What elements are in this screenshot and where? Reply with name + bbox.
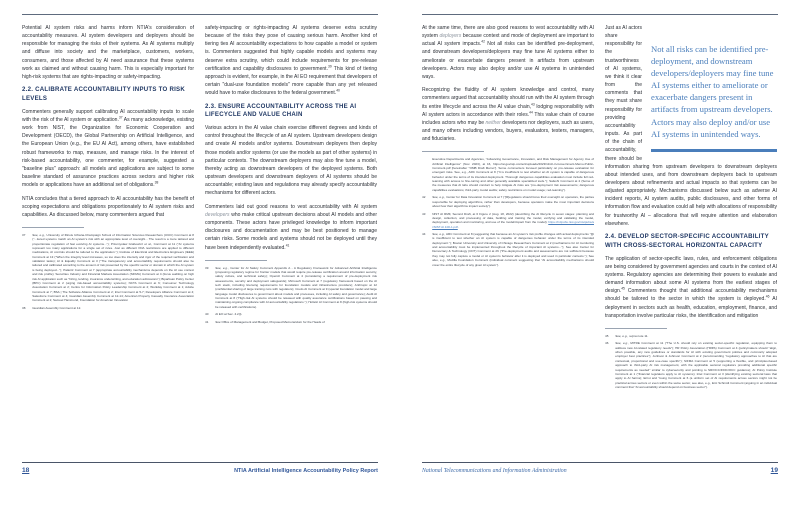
footnote-body: Executive Departments and Agencies, "Advancing Governance, Innovation, and Risk Management for Agency Use of Artificial Intelligence" (Nov. 2023), at 16,	[432, 157, 594, 166]
paragraph-text: At the same time, there are also good reasons to vest accountability with AI system	[422, 25, 594, 40]
emphasis-deployers: deployers	[439, 33, 462, 40]
footnote-37	[22, 233, 194, 303]
paragraph	[205, 203, 377, 252]
footnote-body: NIST AI RMF, Second Draft, at 6 Figure 2 (Aug. 18, 2022) (describing the AI lifecycle in seven stages: planning and design, collection, and processing of data, building and training the model, verifying and validating the model, deployment, operation and monitoring, and use of the model/impact from the model);	[432, 211, 594, 225]
heading-2-4: 2.4. DEVELOP SECTOR-SPECIFIC ACCOUNTABILITY WITH CROSS-SECTORAL HORIZONTAL CAPACITY	[605, 233, 769, 249]
footnote-body: note 11.	[636, 333, 649, 338]
paragraph-text: who make critical upstream decisions about AI models and other components. These actors have privileged knowledge to inform important disclosures and documentation and may be best positioned to manage certain risks. Some models and systems should not be deployed until they have been independently evaluated.	[205, 211, 377, 251]
footnote-separator-rule	[422, 151, 484, 152]
footnote-39	[205, 266, 377, 309]
paragraph-text: This kind of tiering approach is evident, for example, in the AI EO requirement that developers of certain "dual-use foundation models" more capable than any yet released would have to make disclosures to the federal government.	[205, 65, 377, 97]
paragraph-text: As many acknowledge, existing work from NIST, the Organization for Economic Cooperation and Development (OECD), the Global Partnership on Artificial Intelligence, and the European Union (e.g., the EU AI Act), among others, have established robust frameworks to map, measure, and manage risks. In the interest of risk-based accountability, one commenter, for example, suggested a "baseline plus" approach: all models and applications are subject to some baseline standard of assurance practices across sectors and higher risk models or applications have an additional set of obligations.	[22, 117, 194, 189]
footnote-link[interactable]: https://ai.gov/wp-content/uploads/2023/11/AI-in-Government-Memo-Public-Comment.pdf	[432, 161, 594, 171]
footnote-body: MITRE Comment at 11 ("The U.S. should rely on existing sector-specific regulation, equipping them to address new AI-related regulatory needs"); HR Policy Association (HRPA) Comment at 4 (policymakers should "align, when possible, any new guidelines or standards for AI with existing government policies and commonly adopted employer best practices"); Jonhson & Johnson Comment at 2 (recommending "regulatory approaches to AI that are contextual, proportional and use-case specific"); SIFMA Comment at 5 (supporting a flexible, and principles-based approach to third-party AI risk management, with the applicable sectoral regulators providing additional specific requirements as needed" similar to cybersecurity and pointing to SR/OCC/FDIC/OCC guidance); AI Policy Institute Comment at 1 ("financial regulators apply to AI systems); Intel Comment at 3 (identifying existing sectoral laws that apply to AI harms); Ernst and Young Comment at 6 (a uniform set of AI requirements across sectors might not be practical across sectors or even within the same sector, see also, e.g., Eric Schmidt Comment (arguing in an individual comment that "AI accountability should depend on business sector").	[615, 341, 777, 389]
page-right-footer	[422, 462, 778, 474]
footnote-46	[605, 341, 777, 389]
footnote-number: 37	[22, 233, 26, 238]
footnote-number: 46	[605, 341, 609, 346]
footnote-ref[interactable]: 41	[285, 242, 290, 247]
footnote-text	[215, 320, 377, 324]
footnote-continuation	[432, 157, 594, 192]
running-head: National Telecommunications and Information Administration	[422, 468, 567, 474]
footnote-signal: See, e.g.,	[32, 233, 46, 238]
footnote-block-left-1	[22, 227, 194, 310]
paragraph-text: Commenters laid out good reasons to vest accountability with AI system	[205, 203, 377, 210]
pull-quote-text: Not all risks can be identified pre-deployment, and downstream developers/deployers may fine tune AI systems either to ameliorate or exacerbate dangers present in artifacts from upstream developers. Actors may also deploy and/or use AI systems in unintended ways.	[651, 44, 774, 139]
right-page-column-1	[422, 24, 594, 392]
footer-row	[22, 467, 378, 474]
paragraph-text: because context and mode of deployment are important to actual AI system impacts.	[422, 33, 594, 48]
footnote-text	[432, 212, 594, 229]
footnote-body: Office of Management and Budget, Proposed Memorandum for the Heads of	[220, 319, 325, 324]
paragraph-text: Recognizing the fluidity of AI system knowledge and control, many commenters argued that accountability should run with the AI system through its entire lifecycle and across the AI value chain,	[422, 87, 594, 110]
paragraph	[205, 24, 377, 97]
footer-rule	[22, 462, 378, 463]
footnote-text	[432, 195, 594, 208]
pull-quote	[651, 43, 777, 152]
footnote-45	[605, 334, 777, 338]
paragraph	[422, 86, 594, 143]
footnote-ref[interactable]: 46	[765, 294, 770, 299]
footnote-body: ARC Comment at 8 (suggesting that because an AI system's risk profile changes with actual deployments "[i]t is insufficient to test whether an AI system is capable of dangerous behavior under the terms of its intended deployment."); Boston University and University of Chicago Researchers Comment at 2 (mechanisms for AI monitoring and accountability must be implemented throughout the lifecycle of important AI systems..."); See also Center for Democracy & Technology (CDT) Comment at 26 ("Pre-deployment audits and assessments are not sufficient because they may not fully capture a model or AI system's behavior after it is deployed and used in particular contexts."); See also, e.g., Mozilla Foundation Comment (individual comment suggesting that "AI accountability mechanisms should cover the entire lifecycle of any given AI system").	[432, 232, 594, 267]
footnote-text	[615, 334, 777, 338]
page-number: 18	[22, 467, 30, 474]
page-number: 19	[770, 467, 778, 474]
paragraph	[422, 24, 594, 81]
paragraph-text: safety-impacting or rights-impacting AI systems deserve extra scrutiny because of the risks they pose of causing serious harm. Another kind of tiering ties AI accountability expectations to how capable a model or system is. Commenters suggested that highly capable models and systems may deserve extra scrutiny, which could include requirements for pre-release certification and capability disclosures to government.	[205, 25, 377, 72]
footnote-block-right-1	[422, 151, 594, 266]
pull-quote-rule	[651, 149, 777, 152]
emphasis-neither: neither	[485, 119, 501, 126]
footnote-44	[422, 232, 594, 267]
footnote-text	[215, 266, 377, 309]
footnote-body: .	[457, 224, 459, 229]
footnote-separator-rule	[605, 328, 667, 329]
page-top-rule	[22, 14, 378, 15]
footnote-ref[interactable]: 45	[621, 286, 625, 291]
paragraph-text: Not all risks can be identified pre-deployment, and downstream developers/deployers may fine tune AI systems either to ameliorate or exacerbate dangers present in artifacts from upstream developers. Actors may also deploy and/or use AI systems in unintended ways.	[422, 41, 594, 80]
paragraph-text: AI deployment in sectors such as health, education, employment, finance, and transportation involve particular risks, the identification and mitigation	[605, 296, 777, 319]
footnote-number: 39	[205, 265, 209, 270]
footnote-body: Center for Data Innovation Comment at 7 ("[R]egulators should focus their oversight on operators, the parties responsible for deploying algorithms, rather than developers, because operators make the most important decisions about how their algorithms impact society").	[432, 195, 594, 208]
footnote-text	[432, 232, 594, 267]
running-head: NTIA Artificial Intelligence Accountability Policy Report	[234, 468, 378, 474]
left-page-column-2	[205, 24, 377, 327]
page-right	[400, 0, 800, 518]
footnote-number: 45	[605, 333, 609, 338]
footnote-ref[interactable]: 39	[327, 64, 332, 69]
footnote-text: Guardian Assembly Comment at 12.	[32, 305, 82, 310]
footnote-ref[interactable]: 43	[531, 101, 535, 106]
footnote-body: [hereinafter "OMB Draft Memo"]. Some commenters focused particularly on pre-release evaluation for emergent risks.	[432, 166, 594, 175]
paragraph: Potential AI system risks and harms inform NTIA's consideration of accountability measures. AI system developers and deployers should be responsible for managing the risks of their systems. As AI systems multiply and diffuse into society and the marketplace, customers, workers, consumers, and those affected by AI need assurance that these systems work as claimed and without causing harm. This is especially important for high-risk systems that are rights-impacting or safety-impacting.	[22, 25, 194, 80]
emphasis-developers: developers	[205, 211, 230, 218]
page-left-columns	[22, 24, 378, 327]
footnote-signal: See, e.g.	[454, 170, 467, 175]
paragraph-text: developers nor deployers, such as users, and many others including vendors, buyers, evaluators, testers, managers, and fiduciaries.	[422, 119, 594, 143]
footnote-38	[22, 306, 194, 310]
footnote-body: Center for AI Safety Comment Appendix A - A Regulatory Framework for Advanced Artificial Intelligence (proposing regulatory regime for frontier models that would require pre-release certification around information security, safety culture, and technical safety); OpenAI Comment at 4 (considering a requirement of pre-deployment risk assessments, security and deployment safeguards); Microsoft Comment at 7 (regulatory framework based on the AI tech stack, including licensing requirements for foundation models and infrastructure providers); Anthropic at 12 (confidential sharing of large training runs with regulators); Credo AI Comment at 9 (special foundation model and large language model disclosures to government about models and processes, including AI safety and governance); Audit AI Comment at 8 ("High-risk AI systems should be released with quality assurance certifications based on passing and maintaining ongoing compliance with AI accountability regulations."); Holistic AI Comment at 8 (high-risk systems should be released with certifications).	[215, 265, 377, 309]
footnote-signal: See, e.g., supra	[615, 333, 637, 338]
paragraph-text: This value chain of course includes actors who may be	[422, 111, 594, 126]
footnote-text: AI EO at Sec. 4.2(i).	[215, 312, 243, 317]
footnote-number: 40	[205, 312, 209, 317]
page-right-columns	[422, 24, 778, 392]
footnote-signal: See	[215, 319, 221, 324]
footnote-43	[422, 212, 594, 229]
footnote-separator-rule	[205, 260, 267, 261]
footer-rule	[422, 462, 778, 463]
paragraph: Just as AI actors share responsibility for the trustworthiness of AI systems, we think it clear from the comments that they must share responsibility for providing accountability inputs. As part of the chain of accountability, there should be information sharing from upstream developers to downstream deployers about intended uses, and from downstream deployers back to upstream developers about refinements and actual impacts so that systems can be adjusted appropriately. Mechanisms discussed below such as adverse AI incident reports, AI system audits, public disclosures, and other forms of information flow and evaluation could all help with allocations of responsibility for trustworthy AI – allocations that will require attention and elaboration elsewhere.	[605, 25, 777, 227]
footnote-number: 41	[205, 319, 209, 324]
footnote-ref[interactable]: 38	[154, 180, 159, 185]
paragraph-text: lodging responsibility with AI system actors in accordance with their roles.	[422, 103, 594, 118]
footnote-signal: See, e.g.,	[432, 195, 446, 200]
footnote-signal: See, e.g.,	[432, 232, 446, 237]
footnote-ref[interactable]: 37	[118, 115, 123, 120]
paragraph	[22, 108, 194, 190]
right-page-column-2	[605, 24, 777, 392]
paragraph: NTIA concludes that a tiered approach to AI accountability has the benefit of scoping expectations and obligations proportionately to AI system risks and capabilities. As discussed below, many commenters argued that	[22, 195, 194, 218]
footnote-ref[interactable]: 40	[336, 88, 340, 93]
footnote-41	[205, 320, 377, 324]
paragraph-text: Commenters thought that additional accountability mechanisms should be tailored to the sector in which the system is deployed.	[605, 288, 777, 303]
footnote-body: , ARC Comment at 8 ("It is insufficient to test whether an AI system is capable of dangerous behavior under the terms of its intended deployment. Thorough dangerous capabilities evaluation must include full red-teaming with access to fine-tuning and other generally available specialized tools."); SaferAI Comment at 2 (Some of the measures that AI labs should conduct to help mitigate AI risks are "pre-deployment risk assessments; dangerous capabilities evaluations; third-party model audits; safety restrictions on model usage; red-teaming").	[432, 170, 594, 192]
heading-2-2: 2.2. CALIBRATE ACCOUNTABILITY INPUTS TO RISK LEVELS	[22, 86, 186, 102]
page-left-footer	[22, 462, 378, 474]
footnote-separator-rule	[22, 227, 84, 228]
paragraph-text: Commenters generally support calibrating AI accountability inputs to scale with the risk of the AI system or application.	[22, 108, 194, 124]
footnote-number: 38	[22, 305, 26, 310]
footnote-number: 42	[422, 195, 426, 200]
paragraph	[605, 255, 777, 320]
footnote-42	[422, 195, 594, 208]
footnote-number: 43	[422, 211, 426, 216]
footnote-number: 44	[422, 232, 426, 237]
footnote-ref[interactable]: 42	[481, 39, 485, 44]
footnote-body: University of Illinois Urbana-Champaign School of Information Sciences Researchers (UIUC) Comment at 8 ("...tiered systems match an AI system's risk with an appropriate level of oversight... The result is a more tailored and proportionate regulation of fast evolving AI systems..."); Przemyslaw Grabowicz et al., Comment at 11 ("AI systems represent too many applications for a single set of rules. Just as different FDA restrictions are applied to different medications, AI controls should be tailored to the application."); Institute of Electrical and Electronics Engineers (IEEE) Comment at 13 ("When the integrity level increases, so too does the intensity and rigor of the required verification and validation tasks); AI & Equality Comment at 3 ("The transparency and accountability requirements should also be tailored and calibrated according to the amount of risk presented by the specific sector or domain in which the AI system is being deployed..."); Palantir Comment at 7 (appropriate accountability mechanisms depends on the AI use context and risk profile); Securities Industry and Financial Markets Association (SIFMA) Comment at 4 (focus auditing on high risk AI application such as "hiring, lending, insurance underwriting, and education admissions"); Bipartisan Policy Center (BPC) Comment at 2 (urging risk-based accountability systems); NCTA Comment at 6; Consumer Technology Association Comment at 2; Centre for Information Policy Leadership Comment at 4; Workday Comment at 1; Adobe Comment at 7; BSA | The Software Alliance Comment at 2; Intel Comment at 5-7; Developers Alliance Comment at 4; Salesforce Comment at 4; Guardian Assembly Comment at 12-14; American Property Casualty Insurance Association Comment at 2; Samuel Hammond, Foundation for American Innovation	[32, 233, 195, 303]
footnote-ref[interactable]: 44	[529, 110, 533, 115]
paragraph-text: The application of sector-specific laws, rules, and enforcement obligations are being considered by government agencies and courts in the context of AI systems. Regulatory agencies are determining their powers to evaluate and demand information about some AI systems from the earliest stages of design.	[605, 255, 777, 295]
heading-2-3: 2.3. ENSURE ACCOUNTABILITY ACROSS THE AI LIFECYCLE AND VALUE CHAIN	[205, 102, 357, 119]
footnote-text	[32, 233, 194, 303]
footnote-block-right-2	[605, 328, 777, 389]
footer-row	[422, 467, 778, 474]
footnote-40	[205, 312, 377, 316]
footnote-block-left-2	[205, 260, 377, 325]
footnote-signal: See, e.g.,	[615, 341, 629, 346]
page-top-rule	[422, 14, 778, 15]
footnote-signal: See, e.g.,	[215, 265, 229, 270]
paragraph: Various actors in the AI value chain exercise different degrees and kinds of control throughout the lifecycle of an AI system. Upstream developers design and create AI models and/or systems. Downstream deployers then deploy those models and/or systems (or use the models as part of other systems) in particular contexts. The downstream deployers may also fine tune a model, thereby acting as downstream developers of the deployed systems. Both upstream developers and downstream deployers of AI systems should be accountable; existing laws and regulations may already specify accountability mechanisms for different actors.	[205, 125, 377, 197]
footnote-link[interactable]: https://nvlpubs.nist.gov/nistpubs/ai/NIST.AI.100-1.pdf	[432, 220, 594, 229]
footnote-text	[615, 341, 777, 389]
left-page-column-1	[22, 24, 194, 327]
